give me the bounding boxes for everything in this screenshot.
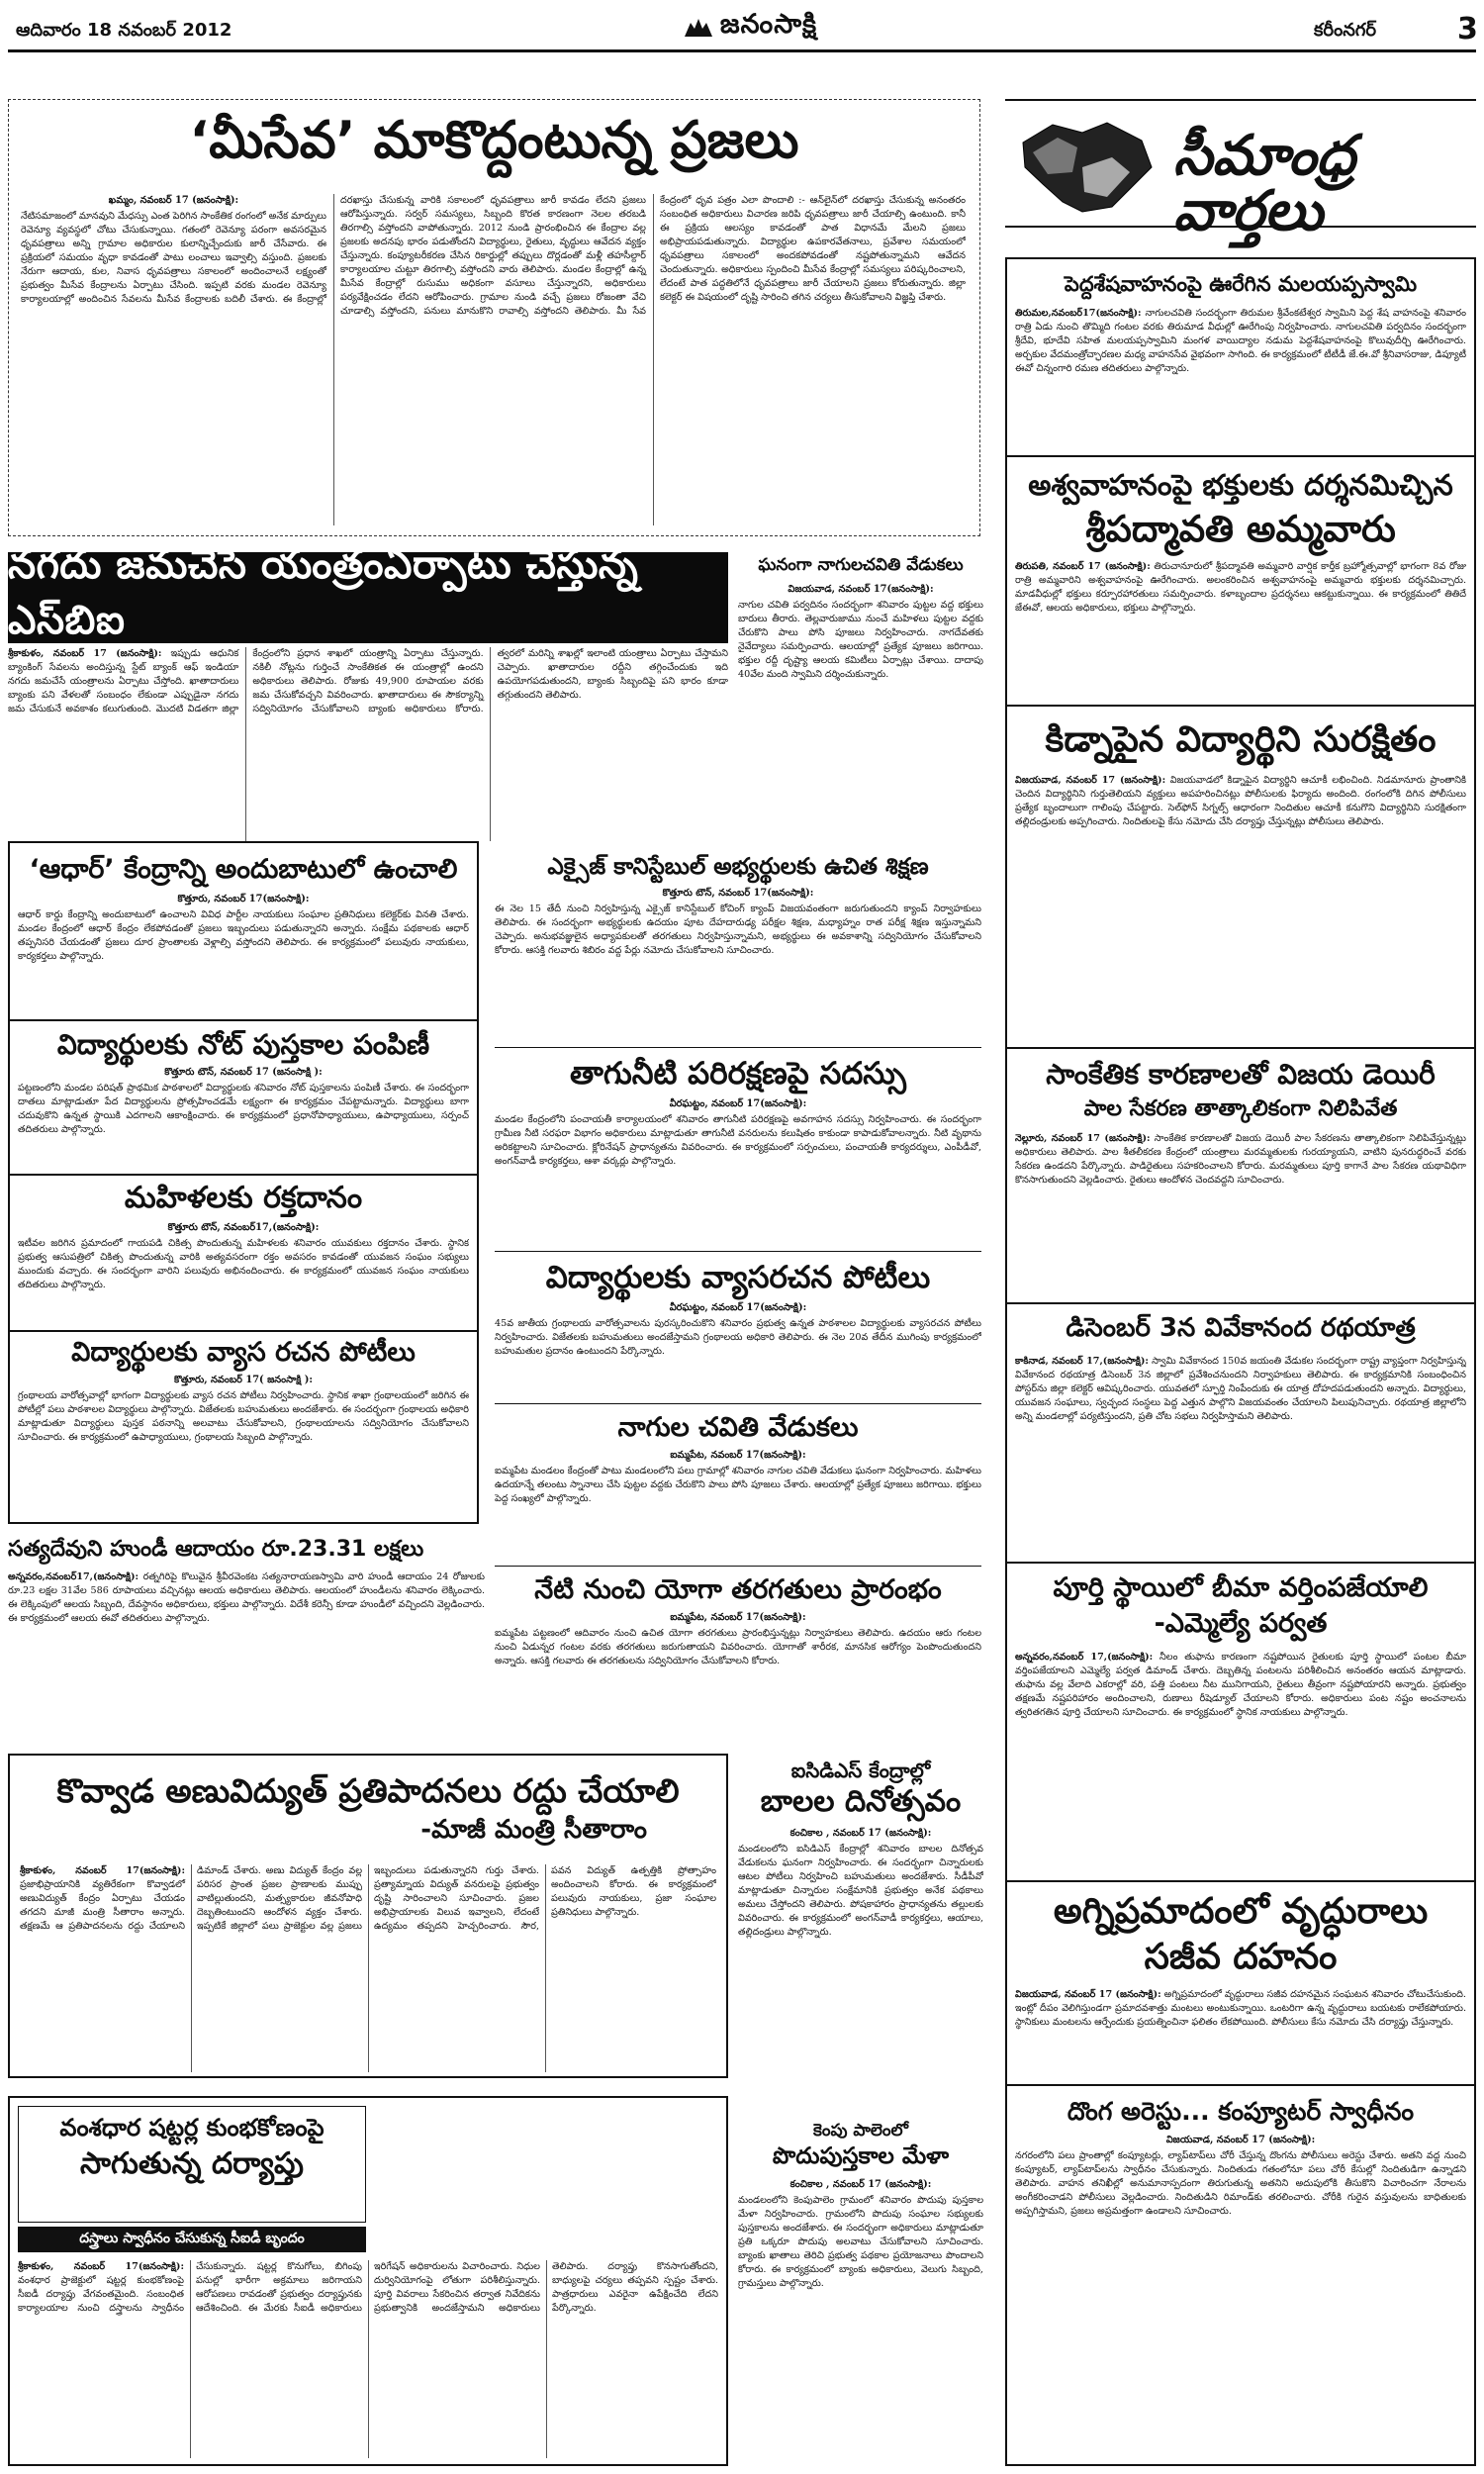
paper-logo (641, 10, 859, 46)
article-kidnap (1015, 713, 1466, 1049)
headline-meeseva: ‘మీసేవ’ మాకొద్దంటున్న ప్రజలు (189, 111, 799, 170)
dateline-kovvada: శ్రీకాకుళం, నవంబర్ 17(జనంసాక్షి): (20, 1865, 185, 1876)
text-hundi: రత్నగిరిపై కొలువైన శ్రీవీరవెంకట సత్యనారాయణస్వామి వారి హుండీ ఆదాయం 24 రోజులకు రూ.23 లక్షల 31వేల 586 రూపాయలు వచ్చినట్లు ఆలయ అధికారులు తెలిపారు. ఆలయంలో హుండీలను శనివారం లెక్కించారు. ఈ లెక్కింపులో ఆలయ సిబ్బంది, దేవస్థానం అధికారులు, భక్తులు పాల్గొన్నారు. విదేశీ కరెన్సీ కూడా హుండీలో వచ్చిందని వెల్లడించారు. ఈ కార్యక్రమంలో ఆలయ ఈవో తదితరులు పాల్గొన్నారు. (8, 1570, 485, 1624)
headline-excise: ఎక్సైజ్ కానిస్టేబుల్ అభ్యర్థులకు ఉచిత శిక్షణ (547, 854, 929, 880)
text-kovvada: ప్రజాభిప్రాయానికి వ్యతిరేకంగా కొవ్వాడలో అణువిద్యుత్ కేంద్రం ఏర్పాటు చేయడం తగదని మాజీ మంత్రి సీతారాం అన్నారు. తక్షణమే ఆ ప్రతిపాదనలను రద్దు చేయాలని డిమాండ్ చేశారు. అణు విద్యుత్ కేంద్రం వల్ల పరిసర ప్రాంత ప్రజల ప్రాణాలకు ముప్పు వాటిల్లుతుందని, మత్స్యకారుల జీవనోపాధి దెబ్బతింటుందని ఆందోళన వ్యక్తం చేశారు. ఇప్పటికే జిల్లాలో పలు ప్రాజెక్టుల వల్ల ప్రజలు ఇబ్బందులు పడుతున్నారని గుర్తు చేశారు. ప్రత్యామ్నాయ విద్యుత్ వనరులపై ప్రభుత్వం దృష్టి సారించాలని సూచించారు. ప్రజల అభిప్రాయాలకు విలువ ఇవ్వాలని, లేదంటే ఉద్యమం తప్పదని హెచ్చరించారు. సౌర, పవన విద్యుత్ ఉత్పత్తికి ప్రోత్సాహం అందించాలని కోరారు. ఈ కార్యక్రమంలో పలువురు నాయకులు, ప్రజా సంఘాల ప్రతినిధులు పాల్గొన్నారు. (20, 1865, 716, 1932)
logo-emblem-icon (683, 17, 714, 39)
page-masthead (8, 8, 1476, 55)
dateline-hundi: అన్నవరం,నవంబర్17,(జనంసాక్షి): (8, 1570, 139, 1582)
dateline-dairy: నెల్లూరు, నవంబర్ 17 (జనంసాక్షి): (1015, 1132, 1151, 1144)
article-yoga (495, 1571, 981, 1730)
seemandhra-title: సీమాంధ్ర వార్తలు (1173, 124, 1355, 243)
body-pustaka (738, 2194, 983, 2441)
body-malayappa (1015, 307, 1466, 440)
dateline-icds: కంచికాల , నవంబర్ 17 (జనంసాక్షి): (789, 1827, 932, 1839)
text-sbi: ఇప్పుడు ఆధునిక బ్యాంకింగ్ సేవలను అందిస్తున్న స్టేట్ బ్యాంక్ ఆఫ్ ఇండియా నగదు జమచేసే యంత్రాలను ఏర్పాటు చేస్తోంది. ఖాతాదారులు బ్యాంకు పని వేళలతో సంబంధం లేకుండా ఎప్పుడైనా నగదు జమ చేసుకునే అవకాశం కలుగుతుంది. మొదటి విడతగా జిల్లా కేంద్రంలోని ప్రధాన శాఖలో యంత్రాన్ని ఏర్పాటు చేస్తున్నారు. నకిలీ నోట్లను గుర్తించే సాంకేతికత ఈ యంత్రాల్లో ఉందని అధికారులు తెలిపారు. రోజుకు 49,900 రూపాయల వరకు జమ చేసుకోవచ్చని వివరించారు. ఖాతాదారులు ఈ సౌకర్యాన్ని సద్వినియోగం చేసుకోవాలని బ్యాంకు అధికారులు కోరారు. త్వరలో మరిన్ని శాఖల్లో ఇలాంటి యంత్రాలు ఏర్పాటు చేస్తామని చెప్పారు. ఖాతాదారుల రద్దీని తగ్గించేందుకు ఇది ఉపయోగపడుతుందని, బ్యాంకు సిబ్బందిపై పని భారం కూడా తగ్గుతుందని తెలిపారు. (8, 648, 728, 714)
article-malayappa (1015, 265, 1466, 453)
divider (1005, 1302, 1476, 1304)
text-vamsadhara: వంశధార ప్రాజెక్టులో షట్టర్ల కుంభకోణంపై సీఐడీ దర్యాప్తు వేగవంతమైంది. సంబంధిత కార్యాలయాల నుంచి దస్త్రాలను స్వాధీనం చేసుకున్నారు. షట్టర్ల కొనుగోలు, బిగింపు పనుల్లో భారీగా అక్రమాలు జరిగాయని ఆరోపణలు రావడంతో ప్రభుత్వం దర్యాప్తునకు ఆదేశించింది. ఈ మేరకు సీఐడీ అధికారులు ఇరిగేషన్ అధికారులను విచారించారు. నిధుల దుర్వినియోగంపై లోతుగా పరిశీలిస్తున్నారు. పూర్తి వివరాలు సేకరించిన తర్వాత నివేదికను ప్రభుత్వానికి అందజేస్తామని అధికారులు తెలిపారు. దర్యాప్తు కొనసాగుతోందని, బాధ్యులపై చర్యలు తప్పవని స్పష్టం చేశారు. పాత్రధారులు ఎవరైనా ఉపేక్షించేది లేదని పేర్కొన్నారు. (18, 2261, 718, 2314)
headline-pustaka-1: కెంపు పాలెంలో (812, 2121, 909, 2141)
dateline-donga: విజయవాడ, నవంబర్ 17 (జనంసాక్షి): (1165, 2135, 1316, 2145)
body-yoga (495, 1627, 981, 1716)
headline-essay-1: విద్యార్థులకు వ్యాస రచన పోటీలు (71, 1337, 416, 1368)
state-map-icon (1013, 113, 1161, 222)
article-meeseva (8, 99, 980, 536)
masthead-date: ఆదివారం 18 నవంబర్ 2012 (16, 20, 232, 41)
text-raktadanam: ఇటీవల జరిగిన ప్రమాదంలో గాయపడి చికిత్స పొందుతున్న మహిళలకు శనివారం యువకులు రక్తదానం చేశారు. స్థానిక ప్రభుత్వ ఆసుపత్రిలో చికిత్స పొందుతున్న వారికి అత్యవసరంగా రక్తం అవసరం కావడంతో యువజన సంఘం సభ్యులు ముందుకు వచ్చారు. ఈ సందర్భంగా వారిని పలువురు అభినందించారు. ఈ కార్యక్రమంలో యువజన సంఘం నాయకులు తదితరులు పాల్గొన్నారు. (18, 1237, 469, 1290)
headline-nagulachavithi-1: ఘనంగా నాగులచవితి వేడుకలు (758, 555, 964, 575)
headline-ammavaru-2: శ్రీపద్మావతి అమ్మవారు (1085, 508, 1396, 551)
body-meeseva (21, 194, 966, 525)
article-donga (1015, 2090, 1466, 2458)
dateline-aadhar: కొత్తూరు, నవంబర్ 17(జనంసాక్షి): (177, 894, 310, 905)
text-beema: నీలం తుఫాను కారణంగా నష్టపోయిన రైతులకు పూర్తి స్థాయిలో పంటల బీమా వర్తింపజేయాలని ఎమ్మెల్యే పర్వత డిమాండ్ చేశారు. దెబ్బతిన్న పంటలను పరిశీలించిన అనంతరం ఆయన మాట్లాడారు. తుఫాను వల్ల వేలాది ఎకరాల్లో వరి, పత్తి పంటలు నీట మునిగాయని, రైతులు తీవ్రంగా నష్టపోయారని అన్నారు. ప్రభుత్వం తక్షణమే నష్టపరిహారం అందించాలని, రుణాలు రీషెడ్యూల్ చేయాలని కోరారు. అధికారులు పంట నష్టం అంచనాలను త్వరితగతిన పూర్తి చేయాలని సూచించారు. ఈ కార్యక్రమంలో స్థానిక నాయకులు పాల్గొన్నారు. (1015, 1652, 1466, 1719)
text-icds: మండలంలోని ఐసిడిఎస్ కేంద్రాల్లో శనివారం బాలల దినోత్సవ వేడుకలను ఘనంగా నిర్వహించారు. ఈ సందర్భంగా చిన్నారులకు ఆటల పోటీలు నిర్వహించి బహుమతులు అందజేశారు. సీడీపీవో మాట్లాడుతూ చిన్నారుల సంక్షేమానికి ప్రభుత్వం అనేక పథకాలు అమలు చేస్తోందని తెలిపారు. పోషకాహారం ప్రాధాన్యతను తల్లులకు వివరించారు. ఈ కార్యక్రమంలో అంగన్‌వాడీ కార్యకర్తలు, ఆయాలు, తల్లిదండ్రులు పాల్గొన్నారు. (738, 1843, 983, 1938)
dateline-notebooks: కొత్తూరు టౌన్, నవంబర్ 17 (జనంసాక్షి ): (164, 1067, 323, 1079)
headline-yoga: నేటి నుంచి యోగా తరగతులు ప్రారంభం (534, 1574, 942, 1605)
article-raktadanam (18, 1180, 469, 1334)
dateline-beema: అన్నవరం,నవంబర్ 17,(జనంసాక్షి): (1015, 1652, 1154, 1664)
seemandhra-banner (1005, 99, 1476, 243)
divider (1005, 455, 1476, 457)
article-kovvada (8, 1754, 728, 2078)
headline-raktadanam: మహిళలకు రక్తదానం (124, 1181, 363, 1215)
body-notebooks (18, 1082, 469, 1151)
headline-kidnap: కిడ్నాపైన విద్యార్థిని సురక్షితం (1045, 719, 1437, 760)
headline-fire-2: సజీవ దహనం (1144, 1937, 1338, 1978)
dateline-nagulachavithi-2: ఐమ్మపేట, నవంబర్ 17(జనంసాక్షి): (670, 1450, 806, 1462)
article-nagulachavithi-2 (495, 1409, 981, 1568)
article-ammavaru (1015, 463, 1466, 701)
dateline-excise: కొత్తూరు టౌన్, నవంబర్ 17(జనంసాక్షి): (662, 887, 814, 899)
headline-malayappa: పెద్దశేషవాహనంపై ఊరేగిన మలయప్పస్వామి (1064, 272, 1418, 296)
body-beema (1015, 1651, 1466, 1849)
article-excise (495, 849, 981, 1047)
body-ammavaru (1015, 560, 1466, 669)
headline-notebooks: విద్యార్థులకు నోట్ పుస్తకాల పంపిణీ (56, 1028, 430, 1061)
divider (1005, 1047, 1476, 1049)
dateline-nagulachavithi-1: విజయవాడ, నవంబర్ 17(జనంసాక్షి): (788, 584, 934, 596)
article-sadassu (495, 1053, 981, 1251)
headline-fire-1: అగ్నిప్రమాదంలో వృద్ధురాలు (1053, 1891, 1429, 1932)
dateline-kidnap: విజయవాడ, నవంబర్ 17 (జనంసాక్షి): (1015, 775, 1166, 787)
article-nagulachavithi-1 (738, 554, 983, 841)
headline-pustaka-2: పొదుపుస్తకాల మేళా (772, 2143, 950, 2170)
headline-beema-1: పూర్తి స్థాయిలో బీమా వర్తింపజేయాలి (1053, 1572, 1429, 1603)
article-rathayatra (1015, 1308, 1466, 1562)
dateline-rathayatra: కాకినాడ, నవంబర్ 17,(జనంసాక్షి): (1015, 1356, 1149, 1368)
subhead-vamsadhara: దస్త్రాలు స్వాధీనం చేసుకున్న సీఐడీ బృందం (79, 2230, 305, 2246)
body-aadhar (18, 908, 469, 1007)
body-icds (738, 1843, 983, 2090)
headline-kovvada: కొవ్వాడ అణువిద్యుత్ ప్రతిపాదనలు రద్దు చేయాలి (56, 1771, 680, 1810)
body-sbi (8, 647, 728, 841)
article-essay-1 (18, 1336, 469, 1520)
dateline-essay-2: వీరఘట్టం, నవంబర్ 17(జనంసాక్షి): (669, 1301, 807, 1313)
body-sadassu (495, 1113, 981, 1242)
article-fire (1015, 1886, 1466, 2084)
headline-aadhar: ‘ఆధార్’ కేంద్రాన్ని అందుబాటులో ఉంచాలి (29, 854, 458, 885)
body-excise (495, 903, 981, 1031)
page-number: 3 (1457, 12, 1478, 47)
dateline-fire: విజయవాడ, నవంబర్ 17 (జనంసాక్షి): (1015, 1988, 1161, 2000)
divider (1005, 705, 1476, 707)
body-donga (1015, 2149, 1466, 2426)
dateline-raktadanam: కొత్తూరు టౌన్, నవంబర్17,(జనంసాక్షి): (167, 1221, 320, 1233)
divider (8, 1330, 479, 1332)
text-essay-2: 45వ జాతీయ గ్రంథాలయ వారోత్సవాలను పురస్కరించుకొని శనివారం ప్రభుత్వ ఉన్నత పాఠశాలల విద్యార్థులకు వ్యాసరచన పోటీలు నిర్వహించారు. విజేతలకు బహుమతులు అందజేస్తామని గ్రంథాలయ అధికారి తెలిపారు. ఈ నెల 20వ తేదీన ముగింపు కార్యక్రమంలో బహుమతుల ప్రదానం ఉంటుందని పేర్కొన్నారు. (495, 1317, 981, 1357)
text-nagulachavithi-2: ఐమ్మపేట మండలం కేంద్రంతో పాటు మండలంలోని పలు గ్రామాల్లో శనివారం నాగుల చవితి వేడుకలు ఘనంగా నిర్వహించారు. మహిళలు ఉదయాన్నే తలంటు స్నానాలు చేసి పుట్టల వద్దకు చేరుకొని పాలు పోసి పూజలు చేశారు. ఆలయాల్లో ప్రత్యేక పూజలు జరిగాయి. భక్తులు పెద్ద సంఖ్యలో పాల్గొన్నారు. (495, 1466, 981, 1505)
body-dairy (1015, 1132, 1466, 1281)
headline-sbi: నగదు జమచేసే యంత్రంఏర్పాటు చేస్తున్న ఎస్‌బిఐ (8, 542, 639, 643)
text-nagulachavithi-1: నాగుల చవితి పర్వదినం సందర్భంగా శనివారం పుట్టల వద్ద భక్తులు బారులు తీరారు. తెల్లవారుజాము నుంచే మహిళలు పుట్టల వద్దకు చేరుకొని పాలు పోసి పూజలు నిర్వహించారు. నాగదేవతకు నైవేద్యాలు సమర్పించారు. ఆలయాల్లో ప్రత్యేక పూజలు జరిగాయి. భక్తుల రద్దీ దృష్ట్యా ఆలయ కమిటీలు ఏర్పాట్లు చేశాయి. దాదాపు 40వేల మంది స్వామిని దర్శించుకున్నారు. (738, 600, 983, 681)
headline-vamsadhara-2: సాగుతున్న దర్యాప్తు (80, 2145, 304, 2181)
body-hundi (8, 1570, 485, 1719)
text-essay-1: గ్రంథాలయ వారోత్సవాల్లో భాగంగా విద్యార్థులకు వ్యాస రచన పోటీలు నిర్వహించారు. స్థానిక శాఖా గ్రంథాలయంలో జరిగిన ఈ పోటీల్లో పలు పాఠశాలల విద్యార్థులు పాల్గొన్నారు. విజేతలకు బహుమతులు అందజేశారు. ఈ సందర్భంగా గ్రంథాలయ అధికారి మాట్లాడుతూ విద్యార్థులు పుస్తక పఠనాన్ని అలవాటు చేసుకోవాలని, గ్రంథాలయాలను సద్వినియోగం చేసుకోవాలని సూచించారు. ఈ కార్యక్రమంలో ఉపాధ్యాయులు, గ్రంథాలయ సిబ్బంది పాల్గొన్నారు. (18, 1390, 469, 1444)
divider (495, 1566, 981, 1567)
body-vamsadhara (18, 2260, 718, 2458)
text-rathayatra: స్వామి వివేకానంద 150వ జయంతి వేడుకల సందర్భంగా రాష్ట్ర వ్యాప్తంగా నిర్వహిస్తున్న వివేకానంద రథయాత్ర డిసెంబర్ 3న జిల్లాలో ప్రవేశించనుందని నిర్వాహకులు తెలిపారు. ఈ కార్యక్రమానికి సంబంధించిన పోస్టర్‌ను జిల్లా కలెక్టర్ ఆవిష్కరించారు. యువతలో స్ఫూర్తి నింపేందుకు ఈ యాత్ర దోహదపడుతుందని అన్నారు. విద్యార్థులు, యువజన సంఘాలు, స్వచ్ఛంద సంస్థలు పెద్ద ఎత్తున పాల్గొని విజయవంతం చేయాలని పిలుపునిచ్చారు. రథయాత్ర జిల్లాలోని అన్ని మండలాల్లో పర్యటిస్తుందని, ప్రతి చోట సభలు నిర్వహిస్తామని తెలిపారు. (1015, 1356, 1466, 1423)
vamsadhara-head-box (18, 2106, 366, 2223)
headline-donga: దొంగ అరెస్టు... కంప్యూటర్ స్వాధీనం (1067, 2097, 1415, 2126)
body-nagulachavithi-1 (738, 599, 983, 826)
article-pustaka (738, 2118, 983, 2466)
body-rathayatra (1015, 1355, 1466, 1543)
headline-hundi: సత్యదేవుని హుండీ ఆదాయం రూ.23.31 లక్షలు (8, 1537, 424, 1562)
divider (1005, 1562, 1476, 1564)
dateline-essay-1: కొత్తూరు, నవంబర్ 17( జనంసాక్షి ): (174, 1375, 313, 1386)
headline-vamsadhara-1: వంశధార షట్టర్ల కుంభకోణంపై (59, 2114, 325, 2141)
text-ammavaru: తిరుచానూరులో శ్రీపద్మావతి అమ్మవారి వార్షిక కార్తీక బ్రహ్మోత్సవాల్లో భాగంగా 8వ రోజు రాత్రి అమ్మవారిని అశ్వవాహనంపై ఊరేగించారు. అలంకరించిన అశ్వవాహనంపై అమ్మవారు భక్తులకు దర్శనమిచ్చారు. మాడవీధుల్లో భక్తులు కర్పూరహారతులు సమర్పించారు. కళాబృందాల ప్రదర్శనలు ఆకట్టుకున్నాయి. ఈ కార్యక్రమంలో తితిదే జేఈవో, ఆలయ అధికారులు, భక్తులు పాల్గొన్నారు. (1015, 560, 1466, 614)
article-dairy (1015, 1053, 1466, 1302)
dateline-yoga: ఐమ్మపేట, నవంబర్ 17(జనంసాక్షి): (670, 1612, 806, 1624)
headline-beema-2: -ఎమ్మెల్యే పర్వత (1154, 1608, 1328, 1640)
dateline-sbi: శ్రీకాకుళం, నవంబర్ 17 (జనంసాక్షి): (8, 648, 162, 659)
text-meeseva: నేటిసమాజంలో మానవుని మేధస్సు ఎంత పెరిగిన సాంకేతిక రంగంలో అనేక మార్పులు రెవెన్యూ వ్యవస్థలో చోటు చేసుకున్నాయి. గతంలో రెవెన్యూ పరంగా అవసరమైన ధృవపత్రాలు అన్ని గ్రామాల అధికారుల కులాన్నిచ్చేందుకు జారీ చేసేవారు. ఈ ప్రక్రియలో సమయం వృధా కావడంతో పాటు లంచాలు ఇవ్వాల్సి వస్తుంది. ప్రజలకు నేరుగా ఆదాయ, కుల, నివాస ధృవపత్రాలు సకాలంలో అందించాలనే లక్ష్యంతో ప్రభుత్వం మీసేవ కేంద్రాలను ఏర్పాటు చేసింది. ఇప్పటి వరకు మండల రెవెన్యూ కార్యాలయాల్లో అందించిన సేవలను మీసేవ కేంద్రాలకు బదిలీ చేశారు. ఈ కేంద్రాల్లో దరఖాస్తు చేసుకున్న వారికి సకాలంలో ధృవపత్రాలు జారీ కావడం లేదని ప్రజలు ఆరోపిస్తున్నారు. సర్వర్ సమస్యలు, సిబ్బంది కొరత కారణంగా నెలల తరబడి తిరగాల్సి వస్తోందని వాపోతున్నారు. 2012 నుండి ప్రారంభించిన ఈ కేంద్రాల వల్ల ప్రజలకు అదనపు భారం పడుతోందని విద్యార్థులు, రైతులు, వృద్ధులు ఆవేదన వ్యక్తం చేస్తున్నారు. కంప్యూటరీకరణ చేసిన రికార్డుల్లో తప్పులు దొర్లడంతో మళ్లీ తహసీల్దార్ కార్యాలయాల చుట్టూ తిరగాల్సి వస్తోందని వారు తెలిపారు. మండల కేంద్రాల్లో ఉన్న మీసేవ కేంద్రాల్లో రుసుము అధికంగా వసూలు చేస్తున్నారని, అధికారులు పర్యవేక్షించడం లేదని ఆరోపించారు. గ్రామాల నుండి వచ్చే ప్రజలు రోజంతా వేచి చూడాల్సి వస్తోందని, పనులు మానుకొని రావాల్సి వస్తోందని తెలిపారు. మీ సేవ కేంద్రంలో ధృవ పత్రం ఎలా పొందాలి :- ఆన్‌లైన్‌లో దరఖాస్తు చేసుకున్న అనంతరం సంబంధిత అధికారులు విచారణ జరిపి ధృవపత్రాలు జారీ చేయాల్సి ఉంటుంది. కానీ ఈ ప్రక్రియ ఆలస్యం కావడంతో పాత విధానమే మేలని ప్రజలు అభిప్రాయపడుతున్నారు. విద్యార్థుల ఉపకారవేతనాలు, ప్రవేశాల సమయంలో ధృవపత్రాలు సకాలంలో అందకపోవడంతో నష్టపోతున్నామని ఆవేదన చెందుతున్నారు. అధికారులు స్పందించి మీసేవ కేంద్రాల్లో సమస్యలు పరిష్కరించాలని, లేదంటే పాత పద్ధతిలోనే ధృవపత్రాలు జారీ చేయాలని ప్రజలు కోరుతున్నారు. జిల్లా కలెక్టర్ ఈ విషయంలో దృష్టి సారించి తగిన చర్యలు తీసుకోవాలని విజ్ఞప్తి చేశారు. (21, 195, 966, 317)
masthead-rule (8, 49, 1476, 52)
headline-icds-1: ఐసిడిఎస్ కేంద్రాల్లో (790, 1759, 931, 1782)
text-malayappa: నాగులచవితి సందర్భంగా తిరుమల శ్రీవేంకటేశ్వర స్వామిని పెద్ద శేష వాహనంపై శనివారం రాత్రి ఏడు నుంచి తొమ్మిది గంటల వరకు తిరుమాడ వీధుల్లో ఊరేగింపు నిర్వహించారు. నాగులచవితి పర్వదినం సందర్భంగా శ్రీదేవి, భూదేవి సహిత మలయప్పస్వామిని మంగళ వాయిద్యాల నడుమ పెద్దశేషవాహనంపై కొలువుదీర్చి ఊరేగించారు. అర్చకుల వేదమంత్రోచ్ఛారణల మధ్య వాహనసేవ వైభవంగా సాగింది. ఈ కార్యక్రమంలో టీటీడీ జే.ఈ.వో శ్రీనివాసరాజు, డిప్యూటీ ఈవో చిన్నంగారి రమణ తదితరులు పాల్గొన్నారు. (1015, 307, 1466, 374)
dateline-malayappa: తిరుమల,నవంబర్17(జనంసాక్షి): (1015, 307, 1142, 319)
dateline-pustaka: కంచికాల , నవంబర్ 17 (జనంసాక్షి): (789, 2178, 932, 2190)
masthead-edition: కరీంనగర్ (1314, 20, 1376, 41)
headline-dairy-2: పాల సేకరణ తాత్కాలికంగా నిలిపివేత (1083, 1096, 1398, 1122)
body-essay-1 (18, 1389, 469, 1498)
subhead-kovvada: -మాజీ మంత్రి సీతారాం (420, 1814, 647, 1845)
text-dairy: సాంకేతిక కారణాలతో విజయ డెయిరీ పాల సేకరణను తాత్కాలికంగా నిలిపివేస్తున్నట్లు అధికారులు తెలిపారు. పాల శీతలీకరణ కేంద్రంలో యంత్రాలు మరమ్మతులకు గురయ్యాయని, వాటిని పునరుద్ధరించే వరకు సేకరణ ఉండదని పేర్కొన్నారు. పాడిరైతులు సహకరించాలని కోరారు. మరమ్మతులు పూర్తి కాగానే పాల సేకరణ యథావిధిగా కొనసాగుతుందని వెల్లడించారు. రైతులు ఆందోళన చెందవద్దని సూచించారు. (1015, 1132, 1466, 1186)
headline-rathayatra: డిసెంబర్ 3న వివేకానంద రథయాత్ర (1066, 1313, 1416, 1343)
body-raktadanam (18, 1237, 469, 1316)
article-aadhar (18, 847, 469, 1023)
dateline-vamsadhara: శ్రీకాకుళం, నవంబర్ 17(జనంసాక్షి): (18, 2261, 184, 2272)
divider (495, 1251, 981, 1252)
text-excise: ఈ నెల 15 తేదీ నుంచి నిర్వహిస్తున్న ఎక్సైజ్ కానిస్టేబుల్ కోచింగ్ క్యాంప్ విజయవంతంగా జరుగుతుందని క్యాంప్ నిర్వాహకులు తెలిపారు. ఈ సందర్భంగా అభ్యర్థులకు ఉదయం పూట దేహదారుఢ్య పరీక్షల శిక్షణ, మధ్యాహ్నం రాత పరీక్ష శిక్షణ ఇస్తున్నామని చెప్పారు. అనుభవజ్ఞులైన అధ్యాపకులతో తరగతులు నిర్వహిస్తున్నామని, అభ్యర్థులు ఈ అవకాశాన్ని సద్వినియోగం చేసుకోవాలని కోరారు. ఆసక్తి గలవారు శిబిరం వద్ద పేర్లు నమోదు చేసుకోవాలని సూచించారు. (495, 903, 981, 956)
text-kidnap: విజయవాడలో కిడ్నాపైన విద్యార్థిని ఆచూకీ లభించింది. నిడమానూరు ప్రాంతానికి చెందిన విద్యార్థినిని గుర్తుతెలియని వ్యక్తులు అపహరించినట్లు పోలీసులకు ఫిర్యాదు అందింది. రంగంలోకి దిగిన పోలీసులు ప్రత్యేక బృందాలుగా గాలింపు చేపట్టారు. సెల్‌ఫోన్ సిగ్నల్స్ ఆధారంగా నిందితుల ఆచూకీ కనుగొని విద్యార్థినిని సురక్షితంగా తల్లిదండ్రులకు అప్పగించారు. నిందితులపై కేసు నమోదు చేసి దర్యాప్తు చేస్తున్నట్లు పోలీసులు తెలిపారు. (1015, 775, 1466, 828)
article-essay-2 (495, 1257, 981, 1405)
text-fire: అగ్నిప్రమాదంలో వృద్ధురాలు సజీవ దహనమైన సంఘటన శనివారం చోటుచేసుకుంది. ఇంట్లో దీపం వెలిగిస్తుండగా ప్రమాదవశాత్తు మంటలు అంటుకున్నాయి. ఒంటరిగా ఉన్న వృద్ధురాలు బయటకు రాలేకపోయారు. స్థానికులు మంటలను ఆర్పేందుకు ప్రయత్నించినా ఫలితం లేకపోయింది. పోలీసులు కేసు నమోదు చేసి దర్యాప్తు చేస్తున్నారు. (1015, 1988, 1466, 2028)
text-sadassu: మండల కేంద్రంలోని పంచాయతీ కార్యాలయంలో శనివారం తాగునీటి పరిరక్షణపై అవగాహన సదస్సు నిర్వహించారు. ఈ సందర్భంగా గ్రామీణ నీటి సరఫరా విభాగం అధికారులు మాట్లాడుతూ తాగునీటి వనరులను కలుషితం కాకుండా కాపాడుకోవాలన్నారు. నీటి వృథాను అరికట్టాలని సూచించారు. క్లోరినేషన్ ప్రాధాన్యతను వివరించారు. ఈ కార్యక్రమంలో సర్పంచులు, పంచాయతీ కార్యదర్శులు, ఎంపీడీవో, అంగన్‌వాడీ కార్యకర్తలు, ఆశా వర్కర్లు పాల్గొన్నారు. (495, 1113, 981, 1167)
text-pustaka: మండలంలోని కెంపుపాలెం గ్రామంలో శనివారం పొదుపు పుస్తకాల మేళా నిర్వహించారు. గ్రామంలోని పొదుపు సంఘాల సభ్యులకు పుస్తకాలను అందజేశారు. ఈ సందర్భంగా అధికారులు మాట్లాడుతూ ప్రతి ఒక్కరూ పొదుపు అలవాటు చేసుకోవాలని సూచించారు. బ్యాంకు ఖాతాలు తెరిచి ప్రభుత్వ పథకాల ప్రయోజనాలు పొందాలని కోరారు. ఈ కార్యక్రమంలో బ్యాంకు అధికారులు, వెలుగు సిబ్బంది, గ్రామస్తులు పాల్గొన్నారు. (738, 2194, 983, 2289)
dateline-sadassu: వీరఘట్టం, నవంబర్ 17(జనంసాక్షి): (669, 1097, 807, 1109)
headline-nagulachavithi-2: నాగుల చవితి వేడుకలు (617, 1412, 859, 1443)
article-vamsadhara (8, 2096, 728, 2466)
vamsadhara-subhead-bar (18, 2227, 366, 2252)
divider (495, 1047, 981, 1048)
dateline-meeseva: ఖమ్మం, నవంబర్ 17 (జనంసాక్షి): (108, 195, 239, 206)
body-essay-2 (495, 1317, 981, 1394)
article-icds (738, 1754, 983, 2110)
divider (8, 1019, 479, 1021)
divider (8, 1174, 479, 1176)
sbi-banner (8, 542, 728, 643)
text-aadhar: ఆధార్ కార్డు కేంద్రాన్ని అందుబాటులో ఉంచాలని వివిధ పార్టీల నాయకులు సంఘాల ప్రతినిధులు కలెక్టర్‌కు వినతి చేశారు. మండల కేంద్రంలో ఆధార్ కేంద్రం లేకపోవడంతో ప్రజలు ఇబ్బందులు పడుతున్నారని అన్నారు. సంక్షేమ పథకాలకు ఆధార్ తప్పనిసరి చేయడంతో ప్రజలు దూర ప్రాంతాలకు వెళ్లాల్సి వస్తోందని తెలిపారు. ఈ కార్యక్రమంలో పలువురు నాయకులు, కార్యకర్తలు పాల్గొన్నారు. (18, 909, 469, 963)
dateline-ammavaru: తిరుపతి, నవంబర్ 17 (జనంసాక్షి): (1015, 560, 1151, 572)
body-nagulachavithi-2 (495, 1465, 981, 1554)
headline-sadassu: తాగునీటి పరిరక్షణపై సదస్సు (570, 1056, 906, 1092)
divider (1005, 1880, 1476, 1882)
divider (495, 1403, 981, 1404)
body-kidnap (1015, 774, 1466, 972)
headline-icds-2: బాలల దినోత్సవం (760, 1784, 962, 1820)
headline-essay-2: విద్యార్థులకు వ్యాసరచన పోటీలు (545, 1260, 931, 1295)
text-notebooks: పట్టణంలోని మండల పరిషత్ ప్రాథమిక పాఠశాలలో విద్యార్థులకు శనివారం నోట్ పుస్తకాలను పంపిణీ చేశారు. ఈ సందర్భంగా దాతలు మాట్లాడుతూ పేద విద్యార్థులను ప్రోత్సహించడమే లక్ష్యంగా ఈ కార్యక్రమం చేపట్టామన్నారు. విద్యార్థులు బాగా చదువుకొని ఉన్నత స్థాయికి ఎదగాలని ఆకాంక్షించారు. ఈ కార్యక్రమంలో ప్రధానోపాధ్యాయులు, ఉపాధ్యాయులు, సర్పంచ్ తదితరులు పాల్గొన్నారు. (18, 1083, 469, 1136)
headline-ammavaru-1: అశ్వవాహనంపై భక్తులకు దర్శనమిచ్చిన (1028, 468, 1453, 502)
body-fire (1015, 1988, 1466, 2071)
text-donga: నగరంలోని పలు ప్రాంతాల్లో కంప్యూటర్లు, ల్యాప్‌టాప్‌లు చోరీ చేస్తున్న దొంగను పోలీసులు అరెస్టు చేశారు. అతని వద్ద నుంచి కంప్యూటర్, ల్యాప్‌టాప్‌లను స్వాధీనం చేసుకున్నారు. నిందితుడు గతంలోనూ పలు చోరీ కేసుల్లో నిందితుడిగా ఉన్నాడని తెలిపారు. వాహన తనిఖీల్లో అనుమానాస్పదంగా తిరుగుతున్న అతనిని అదుపులోకి తీసుకొని విచారించగా నేరాలను అంగీకరించాడని పోలీసులు వెల్లడించారు. నిందితుడిని రిమాండ్‌కు తరలించారు. చోరీకి గురైన వస్తువులను బాధితులకు అప్పగిస్తామని, ప్రజలు అప్రమత్తంగా ఉండాలని సూచించారు. (1015, 2150, 1466, 2217)
article-beema (1015, 1568, 1466, 1878)
paper-name: జనంసాక్షి (719, 9, 818, 40)
headline-dairy-1: సాంకేతిక కారణాలతో విజయ డెయిరీ (1046, 1058, 1436, 1091)
divider (1005, 2084, 1476, 2086)
article-notebooks (18, 1025, 469, 1174)
text-yoga: ఐమ్మపేట పట్టణంలో ఆదివారం నుంచి ఉచిత యోగా తరగతులు ప్రారంభిస్తున్నట్లు నిర్వాహకులు తెలిపారు. ఉదయం ఆరు గంటల నుంచి ఏడున్నర గంటల వరకు తరగతులు జరుగుతాయని వివరించారు. యోగాతో శారీరక, మానసిక ఆరోగ్యం పెంపొందుతుందని అన్నారు. ఆసక్తి గలవారు ఈ తరగతులను సద్వినియోగం చేసుకోవాలని కోరారు. (495, 1628, 981, 1667)
article-hundi (8, 1532, 485, 1730)
body-kovvada (20, 1864, 716, 2072)
